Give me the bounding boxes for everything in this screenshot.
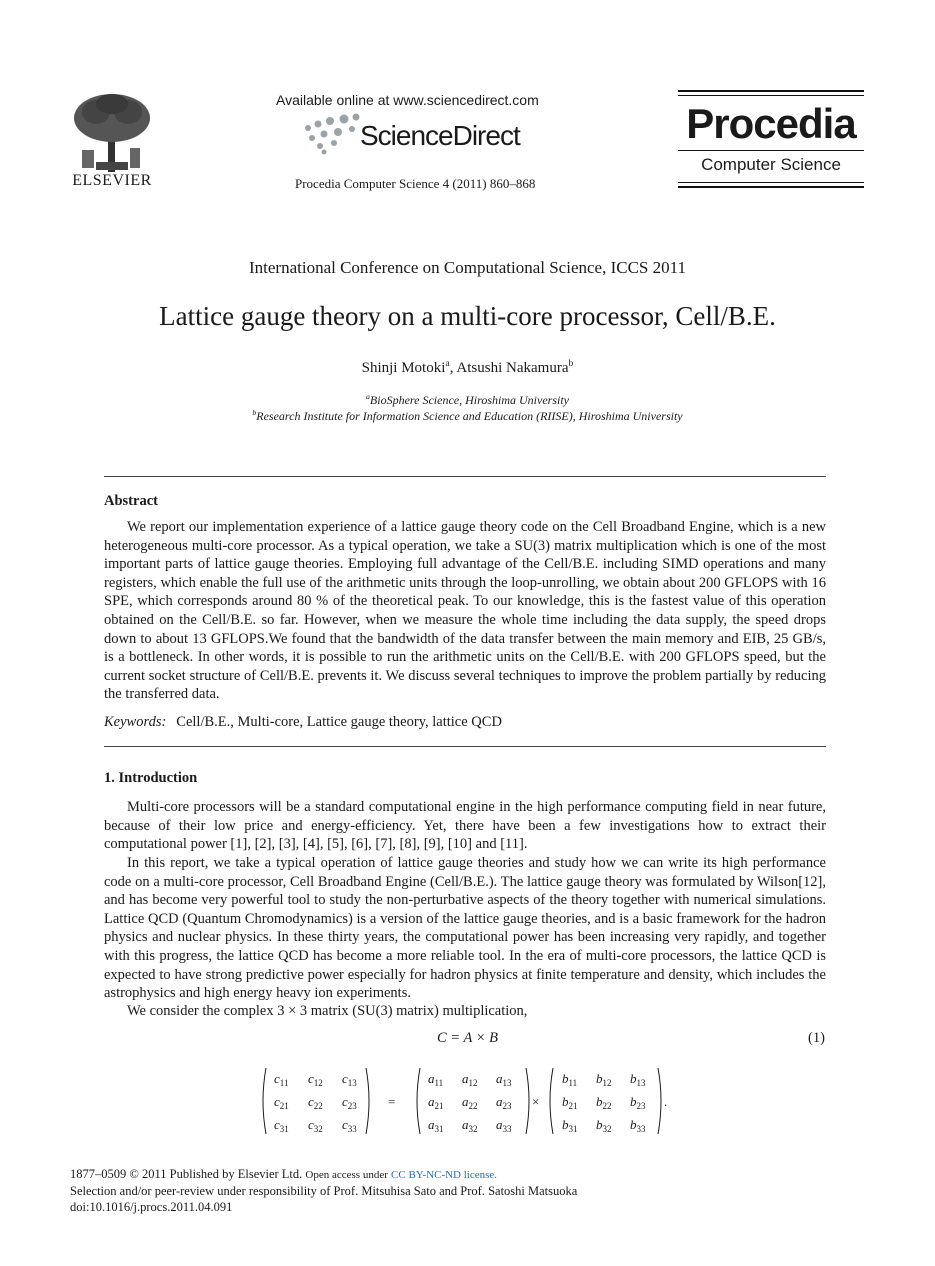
matrix-element: $c_{33}$ [342, 1117, 357, 1134]
author-name: Atsushi Nakamura [456, 360, 569, 376]
matrix-element: $a_{12}$ [462, 1071, 478, 1088]
matrix-element: $b_{13}$ [630, 1071, 646, 1088]
matrix-element: $c_{21}$ [274, 1094, 289, 1111]
divider [104, 746, 826, 747]
copyright-line: 1877–0509 © 2011 Published by Elsevier Ltd. Open access under CC BY-NC-ND license. [70, 1167, 498, 1181]
open-access-label: Open access under [305, 1169, 388, 1181]
paragraph: We consider the complex 3 × 3 matrix (SU(3) matrix) multiplication, [127, 1003, 528, 1019]
abstract-text: We report our implementation experience of a lattice gauge theory code on the Cell Broadband Engine, which is a new heterogeneous multi-core processor. As a typical operation, we take a SU(3) matrix multiplication which is one of the most important parts of lattice gauge theories. Employing full advantage of the Cell/B.E. including SIMD operations and many registers, which enable the full use of the arithmetic units through the loop-unrolling, we obtain about 200 GFLOPS with 16 SPE, which corresponds around 80 % of the theoretical peak. To our knowledge, this is the fastest value of this operation obtained on the Cell/B.E. so far. However, when we measure the whole time including the data supply, the speed drops down to about 13 GFLOPS.We found that the bandwidth of the data transfer between the main memory and EIB, 25 GB/s, is a bottleneck. In other words, it is possible to run the arithmetic units on the Cell/B.E. with 200 GFLOPS speed, but the current socket structure of Cell/B.E. prevents it. We discuss several techniques to improve the problem partially by reducing the transferred data. [104, 519, 826, 703]
matrix-b [562, 1071, 646, 1134]
matrix-element: $c_{13}$ [342, 1071, 357, 1088]
matrix-element: $b_{22}$ [596, 1094, 612, 1111]
matrix-element: $b_{11}$ [562, 1071, 578, 1088]
paragraph: In this report, we take a typical operation of lattice gauge theories and study how we can write its high performance code on a multi-core processor, Cell Broadband Engine (Cell/B.E.). The lattice gauge theory was formulated by Wilson[12], and has become very powerful tool to study the non-perturbative aspects of the theory together with numerical simulations. Lattice QCD (Quantum Chromodynamics) is a version of the lattice gauge theories, and is a basic framework for the hadron physics and nuclear physics. In these thirty years, the computational power has been increasing very rapidly, and together with this progress, the lattice QCD has become a more reliable tool. In the era of multi-core processors, the lattice QCD is expected to have strong predictive power especially for hadron physics at finite temperature and density, which includes the astrophysics and high energy heavy ion experiments. [104, 855, 826, 1002]
matrix-element: $b_{33}$ [630, 1117, 646, 1134]
matrix-element: $b_{31}$ [562, 1117, 578, 1134]
author-name: Shinji Motoki [361, 360, 446, 376]
keywords [104, 714, 502, 731]
matrix-a [428, 1071, 512, 1134]
matrix-element: $a_{11}$ [428, 1071, 444, 1088]
keywords-label: Keywords: [104, 714, 167, 730]
equation: C = A × B [437, 1030, 498, 1046]
matrix-element: $c_{23}$ [342, 1094, 357, 1111]
section-heading: 1. Introduction [104, 770, 198, 786]
paragraph: Multi-core processors will be a standard computational engine in the high performance computing field in near future, because of their low price and energy-efficiency. Yet, there have been a few investigations how to extract their computational power [1], [2], [3], [4], [5], [6], [7], [8], [9], [10] and [11]. [104, 799, 826, 853]
matrix-element: $a_{22}$ [462, 1094, 478, 1111]
equals-sign: = [388, 1094, 396, 1109]
procedia-subtitle: Computer Science [701, 155, 841, 174]
procedia-logo [678, 90, 864, 192]
affiliation: $^b$Research Institute for Information Science and Education (RIISE), Hiroshima University [252, 408, 683, 423]
sciencedirect-wordmark: ScienceDirect [360, 120, 520, 151]
paper-title: Lattice gauge theory on a multi-core processor, Cell/B.E. [159, 301, 776, 331]
conference-name: International Conference on Computational Science, ICCS 2011 [248, 258, 686, 277]
times-sign: × [532, 1094, 540, 1109]
doi: doi:10.1016/j.procs.2011.04.091 [70, 1200, 233, 1214]
matrix-c [274, 1071, 357, 1134]
keywords-text: Cell/B.E., Multi-core, Lattice gauge theory, lattice QCD [176, 714, 502, 730]
matrix-element: $a_{13}$ [496, 1071, 512, 1088]
abstract-heading: Abstract [104, 493, 158, 509]
elsevier-wordmark: ELSEVIER [72, 172, 152, 189]
matrix-element: $a_{31}$ [428, 1117, 444, 1134]
author-mark: a [445, 358, 450, 369]
matrix-element: $c_{31}$ [274, 1117, 289, 1134]
matrix-element: $b_{23}$ [630, 1094, 646, 1111]
matrix-element: $c_{12}$ [308, 1071, 323, 1088]
journal-citation: Procedia Computer Science 4 (2011) 860–868 [295, 176, 536, 191]
affiliation: $^a$BioSphere Science, Hiroshima University [366, 392, 569, 407]
matrix-element: $b_{32}$ [596, 1117, 612, 1134]
matrix-equation [258, 1064, 678, 1138]
matrix-element: $a_{32}$ [462, 1117, 478, 1134]
equation-period: . [664, 1094, 668, 1109]
author-list: Shinji Motoki$^a$, Atsushi Nakamura$^b$ [361, 358, 574, 376]
author-mark: b [568, 358, 574, 369]
matrix-element: $c_{32}$ [308, 1117, 323, 1134]
matrix-element: $c_{22}$ [308, 1094, 323, 1111]
matrix-element: $a_{23}$ [496, 1094, 512, 1111]
matrix-element: $a_{21}$ [428, 1094, 444, 1111]
matrix-element: $c_{11}$ [274, 1071, 289, 1088]
equation-number: (1) [808, 1030, 825, 1046]
license-link[interactable]: CC BY-NC-ND license. [391, 1169, 498, 1181]
matrix-element: $a_{33}$ [496, 1117, 512, 1134]
peer-review-note: Selection and/or peer-review under responsibility of Prof. Mitsuhisa Sato and Prof. Satoshi Matsuoka [70, 1184, 578, 1198]
matrix-element: $b_{21}$ [562, 1094, 578, 1111]
procedia-title: Procedia [686, 100, 856, 147]
divider [104, 476, 826, 477]
available-online-text: Available online at www.sciencedirect.com [276, 92, 539, 108]
matrix-element: $b_{12}$ [596, 1071, 612, 1088]
